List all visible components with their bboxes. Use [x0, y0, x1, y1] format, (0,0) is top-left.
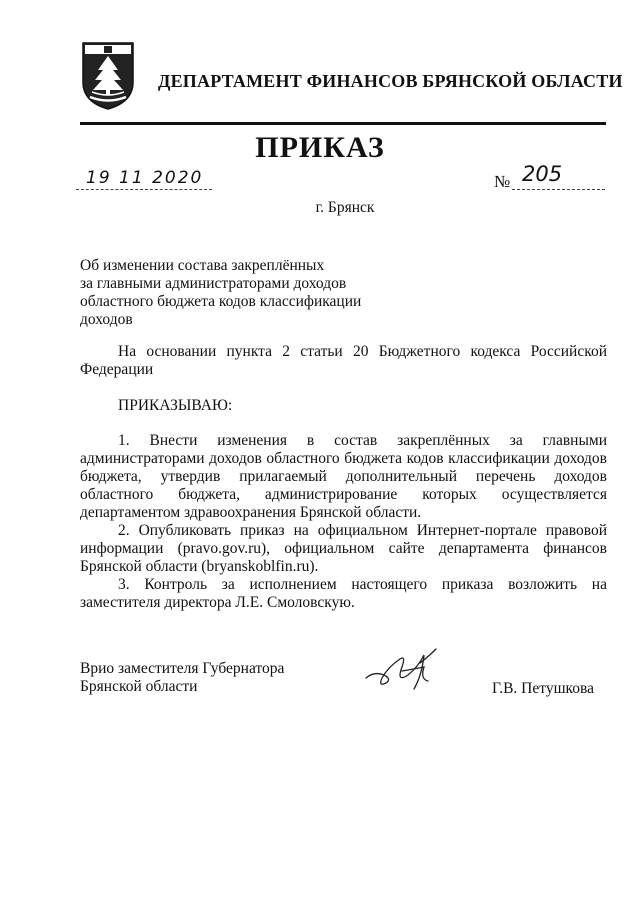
subject-line: за главными администраторами доходов [80, 275, 347, 292]
order-item: 2. Опубликовать приказ на официальном Интернет-портале правовой информации (pravo.gov.ru), официальном сайте департамента финансов Брянской области (bryanskoblfin.ru). [80, 522, 607, 575]
document-subject [80, 257, 361, 329]
document-city: г. Брянск [315, 199, 375, 216]
order-item: 1. Внести изменения в состав закреплённых за главными администраторами доходов областного бюджета кодов классификации доходов бюджета, утвердив прилагаемый дополнительный перечень доходов областного бюджета, администрирование которых осуществляется департаментом здравоохранения Брянской области. [80, 432, 607, 521]
subject-line: доходов [80, 311, 133, 328]
handwritten-signature-icon [362, 645, 447, 695]
subject-line: областного бюджета кодов классификации [80, 293, 362, 310]
order-items [80, 432, 607, 612]
signer-position [80, 660, 284, 696]
signer-name: Г.В. Петушкова [492, 680, 594, 697]
subject-line: Об изменении состава закреплённых [80, 257, 325, 274]
order-item: 3. Контроль за исполнением настоящего приказа возложить на заместителя директора Л.Е. Смоловскую. [80, 576, 607, 611]
bryansk-coat-of-arms-icon [82, 42, 134, 110]
signer-position-line: Врио заместителя Губернатора [80, 660, 285, 677]
date-underline [76, 189, 212, 190]
legal-basis: На основании пункта 2 статьи 20 Бюджетного кодекса Российской Федерации [80, 343, 607, 378]
department-name: ДЕПАРТАМЕНТ ФИНАНСОВ БРЯНСКОЙ ОБЛАСТИ [158, 71, 623, 91]
document-number: 205 [522, 162, 563, 186]
number-underline [512, 189, 605, 190]
number-label: № [494, 172, 511, 191]
document-title: ПРИКАЗ [255, 131, 385, 164]
header-divider [80, 122, 606, 125]
document-date: 19 11 2020 [86, 168, 204, 188]
signer-position-line: Брянской области [80, 678, 198, 695]
order-word: ПРИКАЗЫВАЮ: [118, 397, 233, 414]
